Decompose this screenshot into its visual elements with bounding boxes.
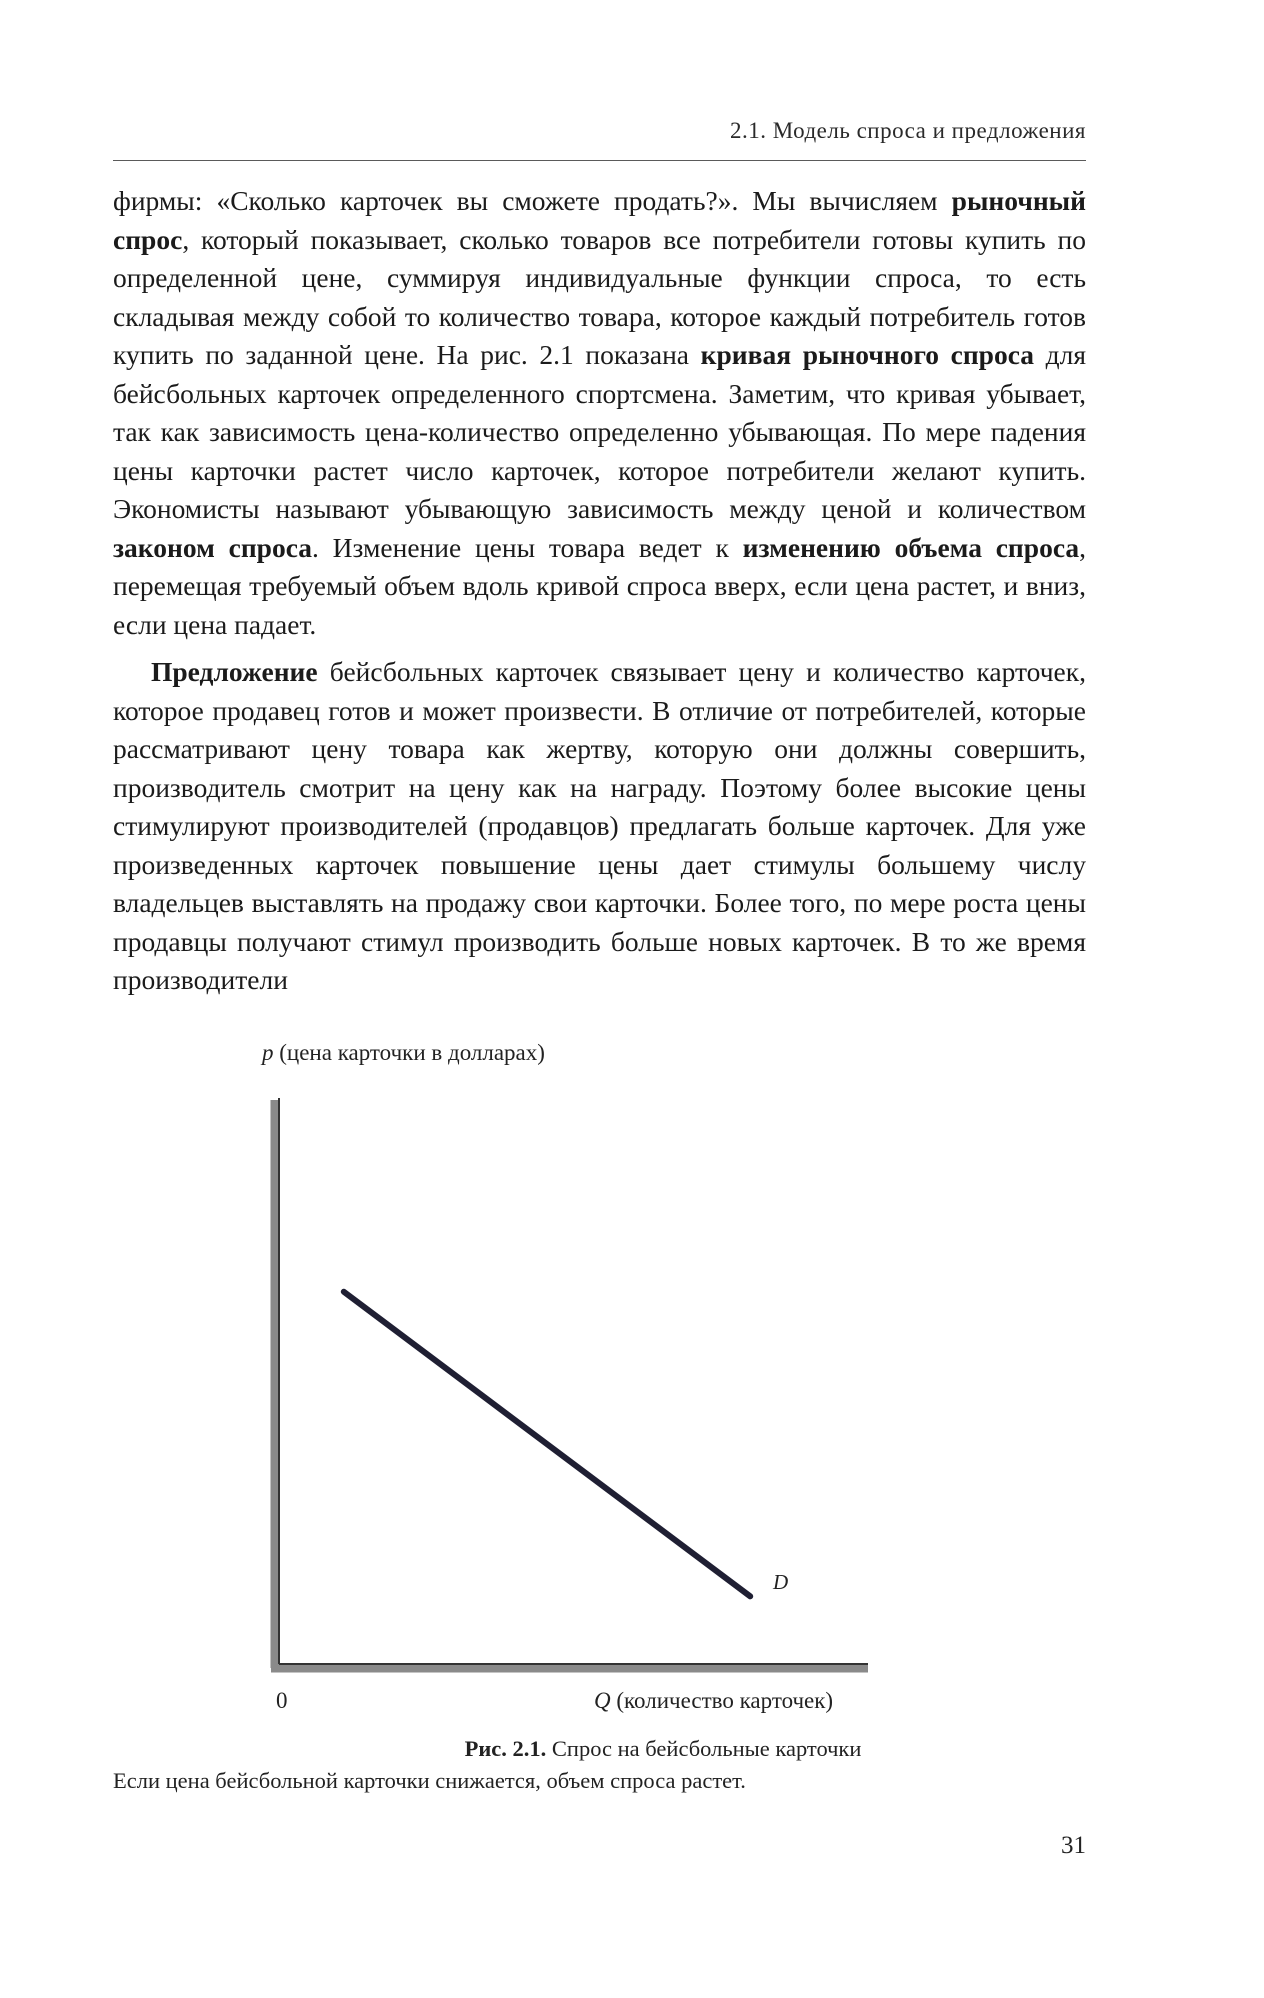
demand-curve-line (344, 1292, 750, 1597)
caption-title-text: Спрос на бейсбольные карточки (546, 1736, 862, 1761)
page-number: 31 (1061, 1832, 1086, 1859)
series-layer (344, 1292, 750, 1597)
term-market-demand-curve: кривая рыночного спроса (700, 339, 1034, 370)
x-axis-symbol: Q (594, 1688, 611, 1713)
x-axis-label (594, 1688, 833, 1714)
y-axis-label (262, 1040, 545, 1066)
figure-caption (113, 1734, 1123, 1796)
term-law-of-demand: законом спроса (113, 531, 313, 563)
text-run: фирмы: «Сколько карточек вы сможете продать?». Мы вычисляем (113, 185, 952, 216)
demand-curve-label: D (773, 1570, 789, 1594)
paragraph-supply (113, 653, 1086, 1000)
text-run: , перемещая требуемый объем вдоль кривой спроса вверх, если цена растет, и вниз, если цена падает. (113, 531, 1086, 640)
term-market-demand: рыночный спрос (113, 185, 1086, 255)
origin-label: 0 (276, 1688, 288, 1713)
x-axis-text: (количество карточек) (610, 1688, 834, 1713)
y-axis-text: (цена карточки в долларах) (273, 1040, 545, 1065)
body-text (113, 182, 1086, 1009)
caption-subtitle: Если цена бейсбольной карточки снижается, объем спроса растет. (113, 1768, 746, 1793)
header-rule (113, 160, 1086, 161)
text-run: бейсбольных карточек связывает цену и количество карточек, которое продавец готов и может произвести. В отличие от потребителей, которые рассматривают цену товара как жертву, которую они должны совершить, производитель смотрит на цену как на награду. Поэтому более высокие цены стимулируют производителей (продавцов) предлагать больше карточек. Для уже произведенных карточек повышение цены дает стимулы большему числу владельцев выставлять на продажу свои карточки. Более того, по мере роста цены продавцы получают стимул производить больше новых карточек. В то же время производители (113, 656, 1086, 995)
text-run: , который показывает, сколько товаров все потребители готовы купить по определенной цене, суммируя индивидуальные функции спроса, то есть складывая между собой то количество товара, которое каждый потребитель готов купить по заданной цене. На рис. 2.1 показана (113, 223, 1086, 370)
term-change-in-quantity-demanded: изменению объема спроса (742, 531, 1080, 563)
caption-label: Рис. 2.1. (464, 1736, 547, 1761)
caption-title (113, 1734, 1123, 1764)
text-run: для бейсбольных карточек определенного спортсмена. Заметим, что кривая убывает, так как зависимость цена-количество определенно убывающая. По мере падения цены карточки растет число карточек, которое потребители желают купить. Экономисты называют убывающую зависимость между ценой и количеством (113, 339, 1086, 524)
running-head: 2.1. Модель спроса и предложения (729, 118, 1086, 143)
term-supply: Предложение (151, 656, 318, 687)
text-run: . Изменение цены товара ведет к (312, 531, 743, 563)
y-axis-symbol: p (262, 1040, 274, 1065)
paragraph-demand (113, 182, 1086, 644)
